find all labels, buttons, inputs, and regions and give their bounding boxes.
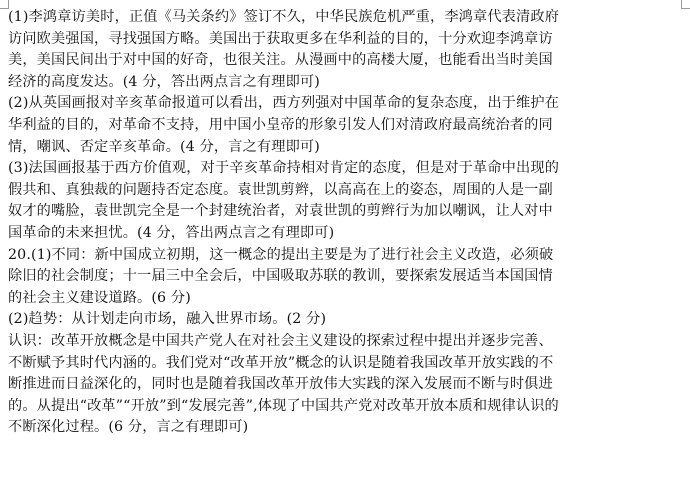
answer-paragraph-q20-1 <box>8 245 684 310</box>
answer-paragraph-q1 <box>8 7 684 93</box>
document-body <box>8 7 684 439</box>
text-line: 访问欧美强国，寻找强国方略。美国出于获取更多在华利益的目的，十分欢迎李鸿章访 <box>8 30 553 47</box>
text-line: 华利益的目的，对革命不支持，用中国小皇帝的形象引发人们对清政府最高统治者的同 <box>8 116 553 133</box>
text-line: 不断赋予其时代内涵的。我们党对“改革开放”概念的认识是随着我国改革开放实践的不 <box>8 354 554 371</box>
text-line: (2)从英国画报对辛亥革命报道可以看出，西方列强对中国革命的复杂态度，出于维护在 <box>8 95 560 112</box>
text-line: (3)法国画报基于西方价值观，对于辛亥革命持相对肯定的态度，但是对于革命中出现的 <box>8 160 560 177</box>
text-line: 经济的高度发达。(4 分，答出两点言之有理即可) <box>8 73 320 90</box>
answer-paragraph-q20-2-understanding <box>8 331 684 439</box>
text-line: 国革命的未来担忧。(4 分，答出两点言之有理即可) <box>8 224 335 241</box>
text-line: 除旧的社会制度；十一届三中全会后，中国吸取苏联的教训，要探索发展适当本国国情 <box>8 268 553 285</box>
text-line: 的社会主义建设道路。(6 分) <box>8 289 191 306</box>
text-line: (2)趋势：从计划走向市场，融入世界市场。(2 分) <box>8 311 327 328</box>
text-line: 认识：改革开放概念是中国共产党人在对社会主义建设的探索过程中提出并逐步完善、 <box>8 332 553 349</box>
text-line: 情，嘲讽、否定辛亥革命。(4 分，言之有理即可) <box>8 138 320 155</box>
text-line: 美，美国民间出于对中国的好奇，也很关注。从漫画中的高楼大厦，也能看出当时美国 <box>8 52 553 69</box>
answer-paragraph-q20-2 <box>8 309 684 331</box>
text-line: 奴才的嘴脸，袁世凯完全是一个封建统治者，对袁世凯的剪辫行为加以嘲讽，让人对中 <box>8 203 553 220</box>
text-line: 断推进而日益深化的，同时也是随着我国改革开放伟大实践的深入发展而不断与时俱进 <box>8 376 553 393</box>
text-line: 假共和、真独裁的问题持否定态度。袁世凯剪辫，以高高在上的姿态，周围的人是一副 <box>8 181 553 198</box>
text-line: (1)李鸿章访美时，正值《马关条约》签订不久，中华民族危机严重，李鸿章代表清政府 <box>8 9 560 25</box>
text-line: 不断深化过程。(6 分，言之有理即可) <box>8 419 249 436</box>
answer-paragraph-q3 <box>8 158 684 244</box>
text-line: 20.(1)不同：新中国成立初期，这一概念的提出主要是为了进行社会主义改造，必须破 <box>8 246 554 263</box>
answer-paragraph-q2 <box>8 93 684 158</box>
text-line: 的。从提出“改革”“开放”到“发展完善”,体现了中国共产党对改革开放本质和规律认识的 <box>8 397 559 414</box>
